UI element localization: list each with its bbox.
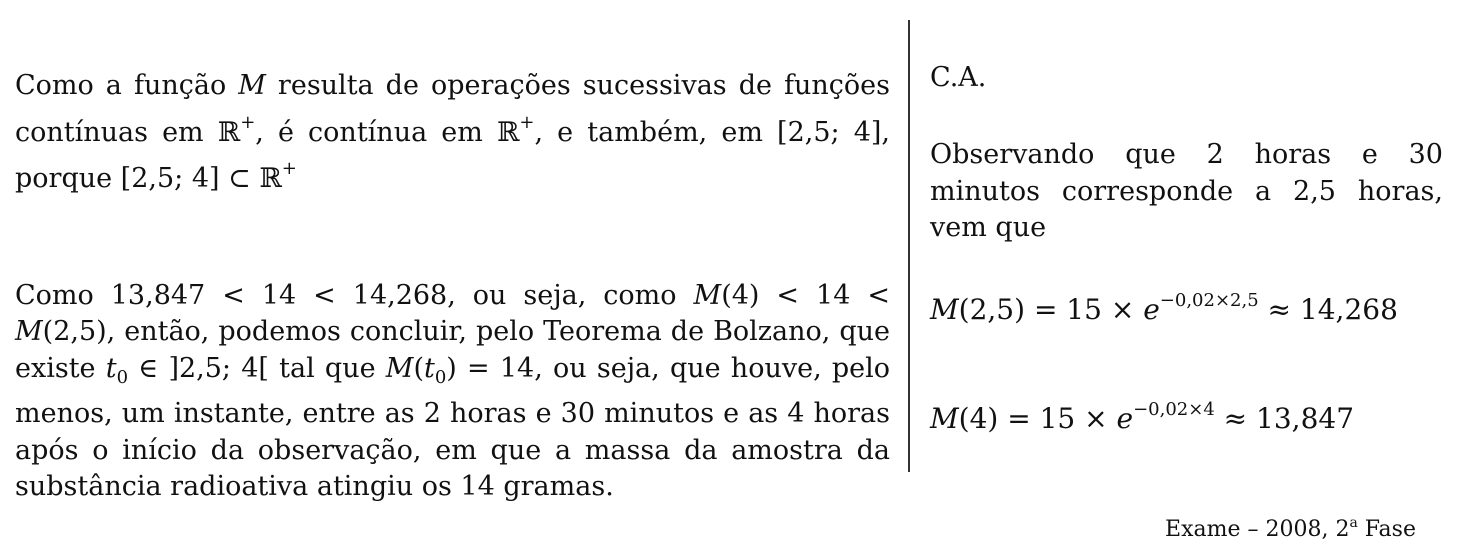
- exponent: −0,02×4: [1133, 399, 1215, 420]
- equation-rhs: ≈ 14,268: [1258, 293, 1398, 326]
- column-divider: [908, 20, 910, 472]
- math-var-M: M: [930, 402, 959, 435]
- subscript-zero: 0: [434, 366, 447, 388]
- math-var-M: M: [693, 279, 722, 311]
- math-var-t: t: [423, 352, 435, 384]
- equation-m-2-5: [930, 283, 1398, 328]
- text-span: ∈ ]2,5; 4[ tal que: [128, 352, 386, 384]
- equation-lhs: (4) = 15 ×: [958, 402, 1117, 435]
- ca-label: C.A.: [930, 62, 987, 93]
- text-span: Como a função: [15, 70, 239, 101]
- subscript-zero: 0: [116, 366, 129, 388]
- math-var-e: e: [1143, 293, 1160, 326]
- text-span: Como 13,847 < 14 < 14,268, ou seja, como: [15, 279, 694, 311]
- footer-superscript: a: [1349, 515, 1358, 531]
- text-span: , é contínua em ℝ: [255, 116, 520, 148]
- observation-text: Observando que 2 horas e 30 minutos corresponde a 2,5 horas, vem que: [930, 139, 1443, 243]
- text-span: (4) < 14 <: [721, 279, 890, 311]
- footer-text: Fase: [1357, 517, 1416, 542]
- math-var-M: M: [238, 70, 266, 101]
- text-span: (2,5), então, podemos concluir, pelo Teorema de Bolzano, que existe: [15, 316, 890, 384]
- exponent: −0,02×2,5: [1159, 290, 1259, 311]
- text-span: (: [413, 352, 424, 384]
- math-var-M: M: [385, 352, 414, 384]
- superscript-plus: +: [281, 158, 297, 179]
- bolzano-paragraph: [15, 278, 890, 506]
- math-var-M: M: [15, 316, 43, 347]
- paragraph-spacer: [15, 198, 890, 278]
- text-span: ) = 14, ou seja, que houve, pelo menos, um instante, entre as 2 horas e 30 minutos e as 4 horas após o início da observação, em que a massa da amostra da substância radioativa atingiu os 14 gramas.: [15, 352, 891, 502]
- superscript-plus: +: [519, 111, 535, 133]
- superscript-plus: +: [240, 111, 256, 133]
- equation-rhs: ≈ 13,847: [1214, 402, 1355, 435]
- math-var-M: M: [930, 293, 959, 326]
- continuity-paragraph: [15, 68, 890, 198]
- text-span: resulta de operações sucessivas de funções contínuas em ℝ: [15, 70, 890, 148]
- math-var-e: e: [1116, 402, 1134, 435]
- equation-lhs: (2,5) = 15 ×: [958, 293, 1144, 326]
- math-var-t: t: [105, 352, 117, 384]
- footer-text: Exame – 2008, 2: [1165, 517, 1350, 542]
- equation-m-4: [930, 392, 1354, 437]
- exam-source-footer: [1165, 508, 1416, 545]
- text-span: , e também, em [2,5; 4], porque [2,5; 4] ⊂ ℝ: [15, 116, 890, 194]
- resolution-column: [15, 68, 890, 506]
